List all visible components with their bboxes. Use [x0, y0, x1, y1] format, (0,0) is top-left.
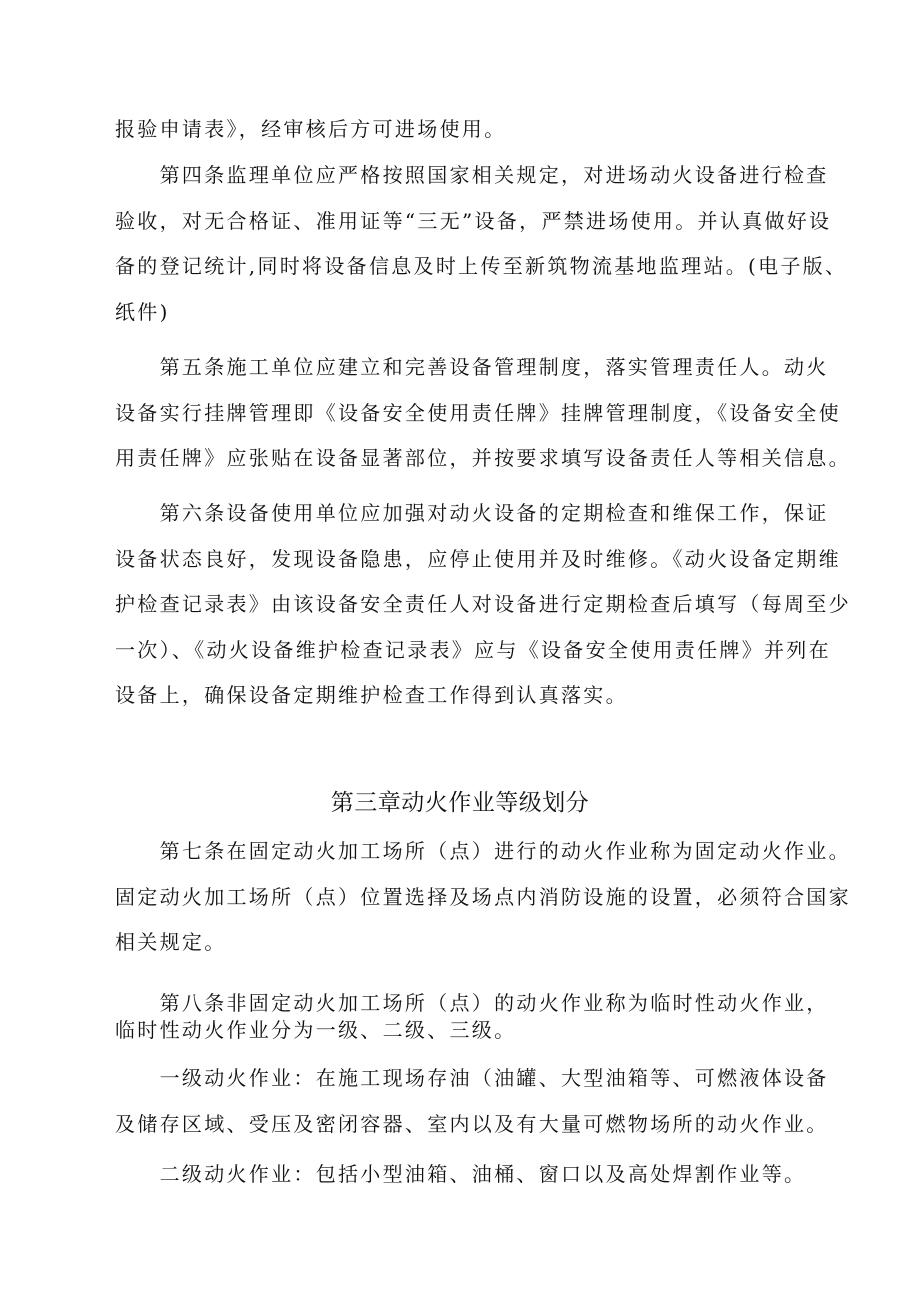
text-line: 用责任牌》应张贴在设备显著部位，并按要求填写设备责任人等相关信息。 [115, 446, 851, 470]
paragraph-article-5 [115, 345, 851, 482]
text-line: 设备状态良好，发现设备隐患，应停止使用并及时维修。《动火设备定期维 [115, 546, 841, 571]
text-line: 第六条设备使用单位应加强对动火设备的定期检查和维保工作，保证 [115, 501, 829, 525]
text-line: 备的登记统计,同时将设备信息及时上传至新筑物流基地监理站。(电子版、 [115, 254, 848, 278]
text-line: 及储存区域、受压及密闭容器、室内以及有大量可燃物场所的动火作业。 [115, 1111, 829, 1136]
text-line: 报验申请表》，经审核后方可进场使用。 [115, 117, 507, 141]
paragraph-continuation [115, 107, 815, 153]
paragraph-level-2 [115, 1152, 815, 1198]
paragraph-article-4 [115, 153, 848, 335]
text-line: 护检查记录表》由该设备安全责任人对设备进行定期检查后填写（每周至少 [115, 592, 851, 616]
text-line: 第七条在固定动火加工场所（点）进行的动火作业称为固定动火作业。 [115, 839, 851, 863]
text-line: 纸件) [115, 299, 170, 324]
text-line: 第八条非固定动火加工场所（点）的动火作业称为临时性动火作业， [115, 991, 829, 1015]
chapter-title: 第三章动火作业等级划分 [330, 790, 590, 816]
text-line: 一级动火作业：在施工现场存油（油罐、大型油箱等、可燃液体设备 [115, 1066, 829, 1090]
paragraph-article-7 [115, 829, 851, 966]
paragraph-level-1 [115, 1056, 829, 1147]
text-line: 设备上，确保设备定期维护检查工作得到认真落实。 [115, 683, 628, 707]
text-line: 二级动火作业：包括小型油箱、油桶、窗口以及高处焊割作业等。 [115, 1162, 807, 1186]
text-line: 验收，对无合格证、准用证等“三无”设备，严禁进场使用。并认真做好设 [115, 208, 832, 233]
paragraph-article-8 [115, 990, 829, 1044]
text-line: 固定动火加工场所（点）位置选择及场点内消防设施的设置，必须符合国家 [115, 884, 851, 909]
text-line: 设备实行挂牌管理即《设备安全使用责任牌》挂牌管理制度，《设备安全使 [115, 400, 841, 425]
text-line: 相关规定。 [115, 930, 227, 954]
text-line: 临时性动火作业分为一级、二级、三级。 [115, 1018, 517, 1042]
text-line: 第四条监理单位应严格按照国家相关规定，对进场动火设备进行检查 [115, 163, 829, 187]
text-line: 一次）、《动火设备维护检查记录表》应与《设备安全使用责任牌》并列在 [115, 637, 831, 662]
text-line: 第五条施工单位应建立和完善设备管理制度，落实管理责任人。动火 [115, 355, 829, 379]
paragraph-article-6 [115, 491, 851, 719]
